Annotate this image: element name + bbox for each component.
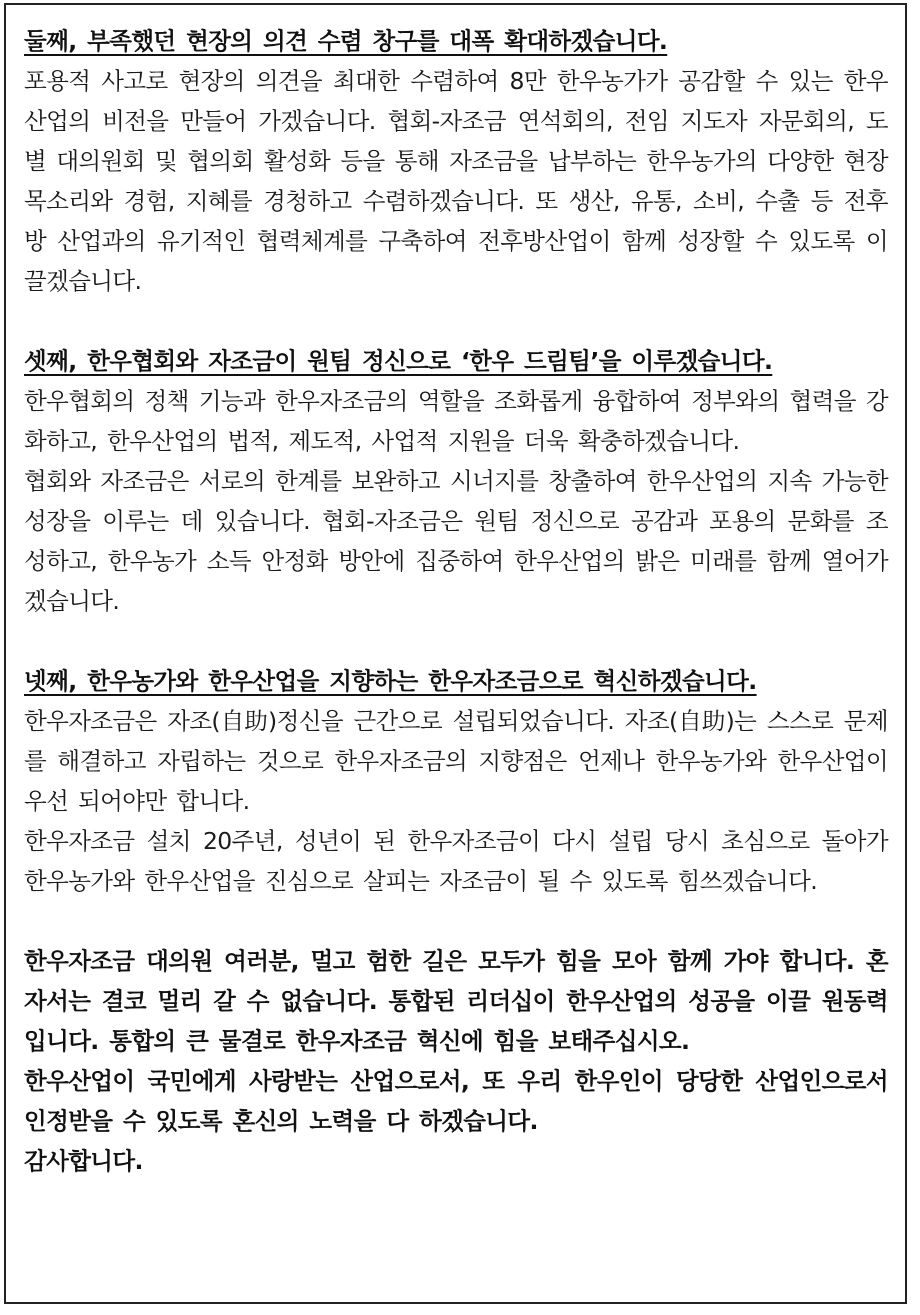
document-body [24,21,888,1181]
section-second [24,21,888,301]
spacer [24,301,888,341]
section-heading: 둘째, 부족했던 현장의 의견 수렴 창구를 대폭 확대하겠습니다. [24,27,668,55]
closing-paragraph: 한우산업이 국민에게 사랑받는 산업으로서, 또 우리 한우인이 당당한 산업인으로서 인정받을 수 있도록 혼신의 노력을 다 하겠습니다. [24,1067,888,1135]
closing-section [24,941,888,1181]
spacer [24,901,888,941]
section-paragraph: 한우협회의 정책 기능과 한우자조금의 역할을 조화롭게 융합하여 정부와의 협력을 강화하고, 한우산업의 법적, 제도적, 사업적 지원을 더욱 확충하겠습니다. [24,387,888,455]
document-frame [4,3,907,1304]
section-paragraph: 한우자조금은 자조(自助)정신을 근간으로 설립되었습니다. 자조(自助)는 스스로 문제를 해결하고 자립하는 것으로 한우자조금의 지향점은 언제나 한우농가와 한우산업이 우선 되어야만 합니다. [24,707,888,815]
spacer [24,621,888,661]
section-heading: 셋째, 한우협회와 자조금이 원팀 정신으로 ‘한우 드림팀’을 이루겠습니다. [24,347,773,375]
closing-paragraph: 한우자조금 대의원 여러분, 멀고 험한 길은 모두가 힘을 모아 함께 가야 합니다. 혼자서는 결코 멀리 갈 수 없습니다. 통합된 리더십이 한우산업의 성공을 이끌 원동력입니다. 통합의 큰 물결로 한우자조금 혁신에 힘을 보태주십시오. [24,947,888,1055]
section-paragraph: 한우자조금 설치 20주년, 성년이 된 한우자조금이 다시 설립 당시 초심으로 돌아가 한우농가와 한우산업을 진심으로 살피는 자조금이 될 수 있도록 힘쓰겠습니다. [24,827,888,895]
section-paragraph: 협회와 자조금은 서로의 한계를 보완하고 시너지를 창출하여 한우산업의 지속 가능한 성장을 이루는 데 있습니다. 협회-자조금은 원팀 정신으로 공감과 포용의 문화를 조성하고, 한우농가 소득 안정화 방안에 집중하여 한우산업의 밝은 미래를 함께 열어가겠습니다. [24,467,888,615]
section-paragraph: 포용적 사고로 현장의 의견을 최대한 수렴하여 8만 한우농가가 공감할 수 있는 한우산업의 비전을 만들어 가겠습니다. 협회-자조금 연석회의, 전임 지도자 자문회의, 도별 대의원회 및 협의회 활성화 등을 통해 자조금을 납부하는 한우농가의 다양한 현장 목소리와 경험, 지혜를 경청하고 수렴하겠습니다. 또 생산, 유통, 소비, 수출 등 전후방 산업과의 유기적인 협력체계를 구축하여 전후방산업이 함께 성장할 수 있도록 이끌겠습니다. [24,67,888,295]
section-fourth [24,661,888,901]
closing-thanks: 감사합니다. [24,1147,143,1175]
section-third [24,341,888,621]
section-heading: 넷째, 한우농가와 한우산업을 지향하는 한우자조금으로 혁신하겠습니다. [24,667,757,695]
